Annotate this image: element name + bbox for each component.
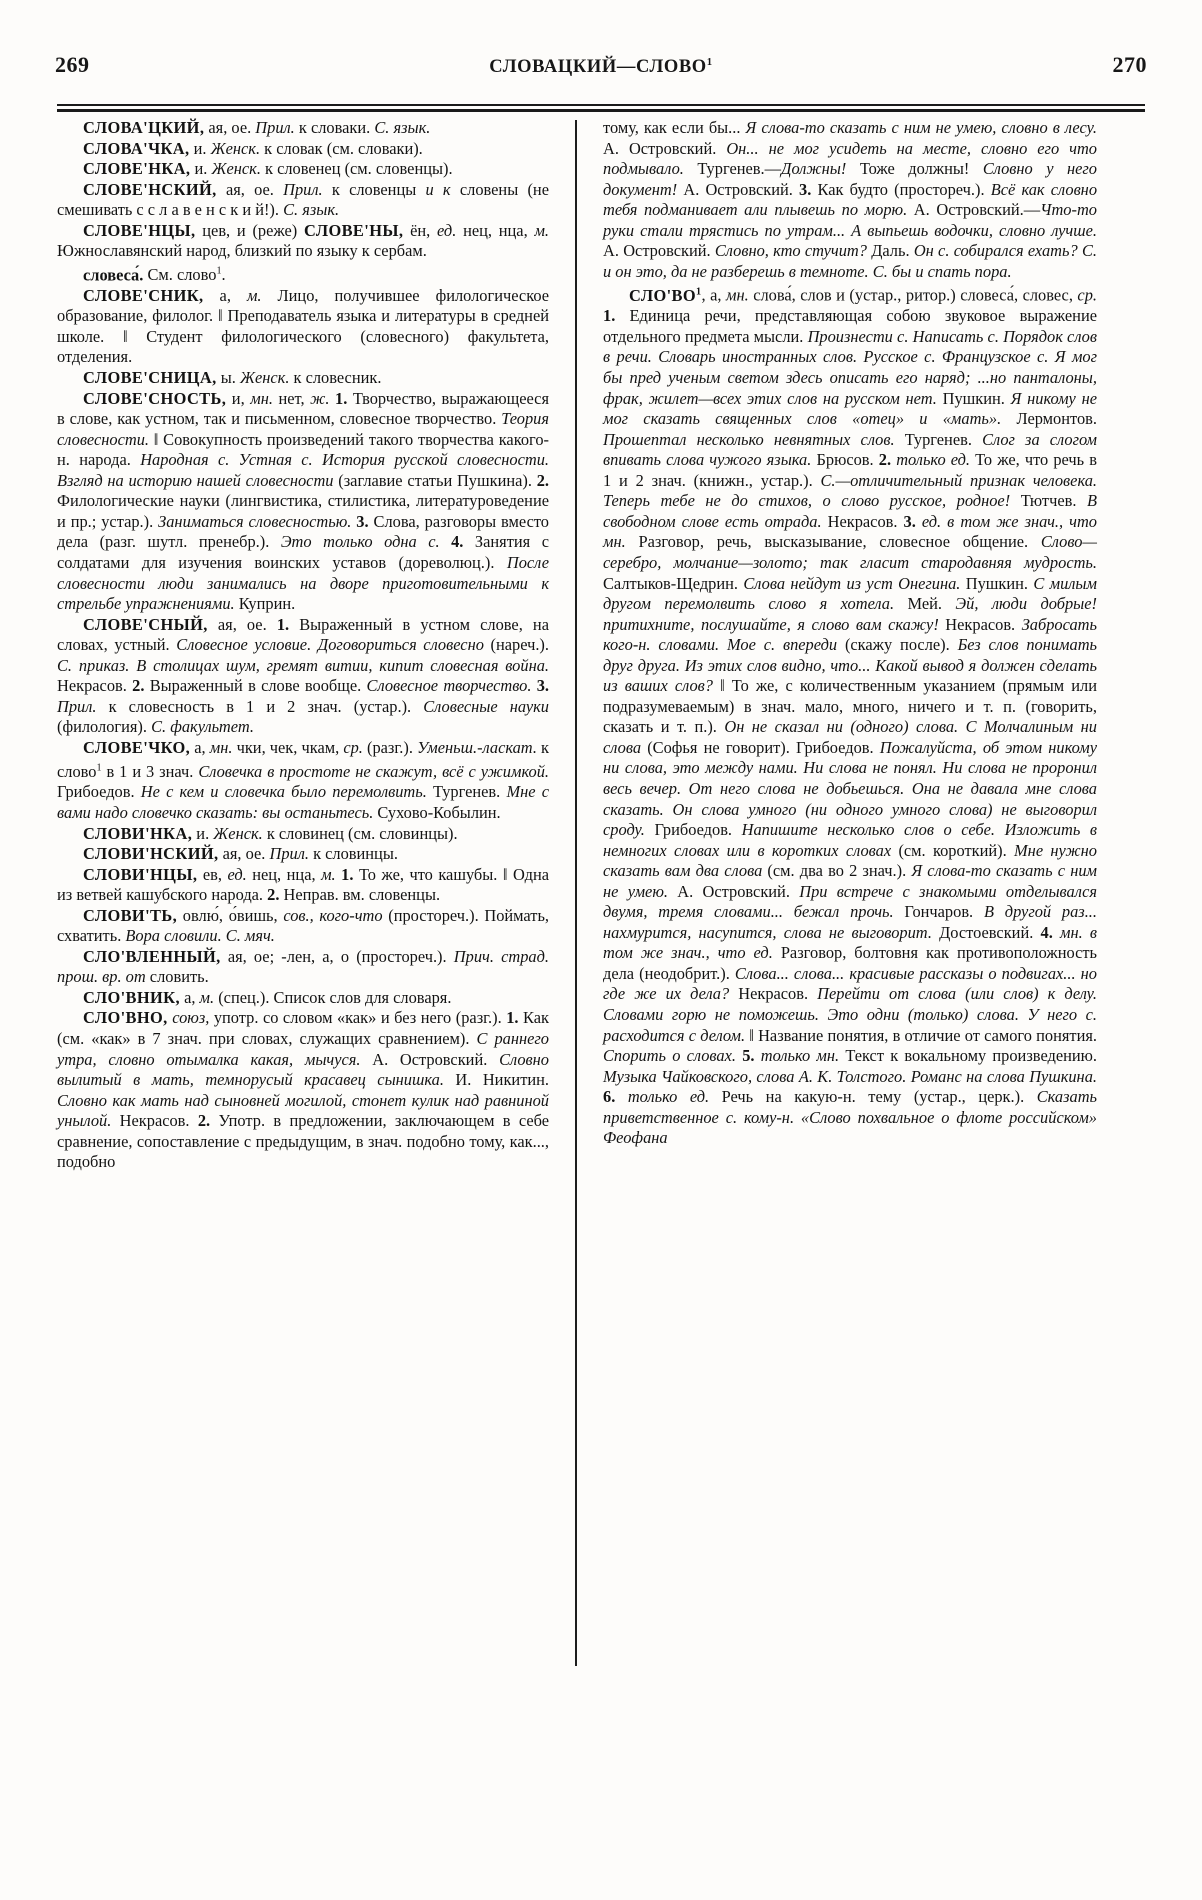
- column-right: [577, 118, 1097, 1818]
- entry-body: и. Женск. к словенец (см. словенцы).: [190, 159, 453, 179]
- entry-headword: СЛО'ВЛЕННЫЙ,: [83, 946, 221, 966]
- dictionary-entry: [57, 368, 549, 389]
- entry-headword: СЛОВИ'ТЬ,: [83, 905, 178, 925]
- entry-body: а, м. Лицо, получившее филологическое образование, филолог. ‖ Преподаватель языка и литературы в средней школе. ‖ Студент филологического (словесного) факультета, отделения.: [57, 285, 549, 367]
- entry-body: ев, ед. нец, нца, м. 1. То же, что кашубы. ‖ Одна из ветвей кашубского народа. 2. Неправ. вм. словенцы.: [57, 864, 550, 905]
- dictionary-entry: [57, 947, 549, 988]
- dictionary-entry: [57, 844, 549, 865]
- entry-body: союз, употр. со словом «как» и без него (разг.). 1. Как (см. «как» в 7 знач. при словах, служащих сравнением). С раннего утра, словно отымалка какая, мычуся. А. Островский. Словно вылитый в мать, темнорусый красавец сынишка. И. Никитин. Словно как мать над сыновней могилой, стонет кулик над равниной унылой. Некрасов. 2. Употр. в предложении, заключающем в себе сравнение, сопоставление с предыдущим, в знач. подобно тому, как..., подобно: [57, 1008, 549, 1172]
- entry-headword: $СЛО'ВО^1$: [629, 285, 702, 305]
- page-columns: [57, 118, 1145, 1818]
- entry-body: и. Женск. к словак (см. словаки).: [189, 138, 423, 158]
- header-rule: [57, 104, 1145, 112]
- entry-headword: СЛОВЕ'СНОСТЬ,: [83, 388, 227, 408]
- entry-body: а, мн. чки, чек, чкам, ср. (разг.). Уменьш.-ласкат. к слово$^1$ в 1 и 3 знач. Словечка в простоте не скажут, всё с ужимкой. Грибоедов. Не с кем и словечка было перемолвить. Тургенев. Мне с вами надо словечко сказать: вы останьтесь. Сухово-Кобылин.: [57, 737, 550, 822]
- entry-body: , а, мн. слова́, слов и (устар., ритор.) словеса́, словес, ср. 1. Единица речи, представляющая собою звуковое выражение отдельного предмета мысли. Произнести с. Написать с. Порядок слов в речи. Словарь иностранных слов. Русское с. Французское с. Я мог бы пред ученым светом здесь описать его наряд; ...но панталоны, фрак, жилет—всех этих слов на русском нет. Пушкин. Я никому не мог сказать священных слов «отец» и «мать». Лермонтов. Прошептал несколько невнятных слов. Тургенев. Слог за слогом впивать слова чужого языка. Брюсов. 2. только ед. То же, что речь в 1 и 2 знач. (книжн., устар.). С.—отличительный признак человека. Теперь тебе не до стихов, о слово русское, родное! Тютчев. В свободном слове есть отрада. Некрасов. 3. ед. в том же знач., что мн. Разговор, речь, высказывание, словесное общение. Слово—серебро, молчание—золото; так гласит стародавняя мудрость. Салтыков-Щедрин. Слова нейдут из уст Онегина. Пушкин. С милым другом перемолвить слово я хотела. Мей. Эй, люди добрые! притихните, послушайте, я слово вам скажу! Некрасов. Забросать кого-н. словами. Мое с. впереди (скажу после). Без слов понимать друг друга. Из этих слов видно, что... Какой вывод я должен сделать из ваших слов? ‖ То же, с количественным указанием (прямым или подразумеваемым) в знач. мало, много, ничего и т. п. (говорить, сказать и т. п.). Он не сказал ни (одного) слова. С Молчалиным ни слова (Софья не говорит). Грибоедов. Пожалуйста, об этом никому ни слова, это между нами. Ни слова не понял. Ни слова не проронил весь вечер. От него слова не добьешься. Она не давала мне слова сказать. Он слова умного (ни одного умного слова) не выговорил сроду. Грибоедов. Напишите несколько слов о себе. Изложить в немногих словах или в коротких словах (см. короткий). Мне нужно сказать вам два слова (см. два во 2 знач.). Я слова-то сказать с ним не умею. А. Островский. При встрече с знакомыми отделывался двумя, тремя словами... бежал прочь. Гончаров. В другой раз... нахмурится, насупится, слова не выговорит. Достоевский. 4. мн. в том же знач., что ед. Разговор, болтовня как противоположность дела (неодобрит.). Слова... слова... красивые рассказы о подвигах... но где же их дела? Некрасов. Перейти от слова (или слов) к делу. Словами горю не поможешь. Это одни (только) слова. У него с. расходится с делом. ‖ Название понятия, в отличие от самого понятия. Спорить о словах. 5. только мн. Текст к вокальному произведению. Музыка Чайковского, слова А. К. Толстого. Романс на слова Пушкина. 6. только ед. Речь на какую-н. тему (устар., церк.). Сказать приветственное с. кому-н. «Слово похвальное о флоте российском» Феофана: [603, 285, 1098, 1148]
- entry-body: а, м. (спец.). Список слов для словаря.: [179, 987, 452, 1007]
- dictionary-entry: [57, 824, 549, 845]
- dictionary-entry: [57, 1008, 549, 1172]
- dictionary-entry: [57, 159, 549, 180]
- entry-headword: СЛОВЕ'СНИЦА,: [83, 368, 217, 388]
- folio-left: 269: [55, 52, 90, 77]
- entry-headword: СЛОВЕ'СНИК,: [83, 285, 204, 305]
- entry-body: ы. Женск. к словесник.: [216, 368, 382, 388]
- entry-body: овлю́, ‎о́вишь, сов., кого-что (простореч.). Поймать, схватить. Вора словили. С. мяч.: [57, 905, 550, 946]
- entry-headword: СЛОВА'ЧКА,: [83, 138, 190, 158]
- entry-headword: СЛО'ВНИК,: [83, 987, 180, 1007]
- dictionary-entry: [57, 738, 549, 824]
- dictionary-entry: [57, 221, 549, 262]
- running-head-title: [489, 56, 712, 78]
- dictionary-entry: [57, 988, 549, 1009]
- entry-headword: СЛОВЕ'НКА,: [83, 159, 191, 179]
- entry-headword: СЛОВИ'НСКИЙ,: [83, 844, 219, 864]
- entry-body: ая, ое. 1. Выраженный в устном слове, на словах, устный. Словесное условие. Договориться словесно (нареч.). С. приказ. В столицах шум, гремят витии, кипит словесная война. Некрасов. 2. Выраженный в слове вообще. Словесное творчество. 3. Прил. к словесность в 1 и 2 знач. (устар.). Словесные науки (филология). С. факультет.: [57, 614, 549, 737]
- dictionary-entry: [57, 262, 549, 286]
- entry-headword: СЛОВЕ'СНЫЙ,: [83, 614, 208, 634]
- entry-body: ая, ое. Прил. к словаки. С. язык.: [204, 118, 431, 137]
- folio-right: 270: [1112, 52, 1147, 77]
- dictionary-entry: [57, 180, 549, 221]
- running-head-text: СЛОВАЦКИЙ—СЛОВО: [489, 57, 707, 77]
- entry-headword: словеса́.: [83, 265, 144, 285]
- dictionary-entry: [603, 118, 1097, 282]
- entry-body: цев, и (реже) СЛОВЕ'НЫ, ён, ед. нец, нца, м. Южнославянский народ, близкий по языку к сербам.: [57, 220, 550, 261]
- dictionary-entry: [57, 139, 549, 160]
- dictionary-entry: [603, 282, 1097, 1148]
- running-head: [55, 52, 1147, 78]
- dictionary-entry: [57, 286, 549, 368]
- entry-headword: СЛОВИ'НЦЫ,: [83, 864, 198, 884]
- dictionary-entry: [57, 615, 549, 738]
- dictionary-entry: [57, 118, 549, 139]
- dictionary-entry: [57, 906, 549, 947]
- entry-body: и, мн. нет, ж. 1. Творчество, выражающееся в слове, как устном, так и письменном, словесное творчество. Теория словесности. ‖ Совокупность произведений такого творчества какого-н. народа. Народная с. Устная с. История русской словесности. Взгляд на историю нашей словесности (заглавие статьи Пушкина). 2. Филологические науки (лингвистика, стилистика, литературоведение и пр.; устар.). Заниматься словесностью. 3. Слова, разговоры вместо дела (разг. шутл. пренебр.). Это только одна с. 4. Занятия с солдатами для изучения воинских уставов (дореволюц.). После словесности люди занимались на дворе приготовительными к стрельбе упражнениями. Куприн.: [57, 388, 549, 614]
- entry-headword: СЛО'ВНО,: [83, 1008, 168, 1028]
- entry-body: ая, ое. Прил. к словинцы.: [218, 844, 398, 864]
- entry-body: ая, ое; -лен, а, о (простореч.). Прич. страд. прош. вр. от словить.: [57, 946, 549, 987]
- entry-body: и. Женск. к словинец (см. словинцы).: [192, 823, 458, 843]
- entry-body: См. слово$^1$.: [143, 265, 226, 285]
- dictionary-entry: [57, 389, 549, 615]
- entry-headword: СЛОВЕ'ЧКО,: [83, 737, 191, 757]
- entry-body: тому, как если бы... Я слова-то сказать с ним не умею, словно в лесу. А. Островский. Он... не мог усидеть на месте, словно его что подмывало. Тургенев.—Должны! Тоже должны! Словно у него документ! А. Островский. 3. Как будто (простореч.). Всё как словно тебя подманивает али плывешь по морю. А. Островский.—Что-то руки стали трястись по утрам... А выпьешь водочки, словно лучше. А. Островский. Словно, кто стучит? Даль. Он с. собирался ехать? С. и он это, да не разберешь в темноте. С. бы и спать пора.: [603, 118, 1098, 281]
- entry-body: ая, ое. Прил. к словенцы и к словены (не смешивать с с л а в е н с к и й!). С. язык.: [57, 179, 549, 220]
- dictionary-entry: [57, 865, 549, 906]
- entry-headword-superscript: 1: [696, 286, 702, 298]
- running-head-superscript: 1: [706, 55, 713, 68]
- column-left: [57, 118, 575, 1818]
- entry-headword: СЛОВЕ'НЦЫ,: [83, 220, 196, 240]
- rule-thick-bottom: [57, 109, 1145, 112]
- entry-headword: СЛОВИ'НКА,: [83, 823, 193, 843]
- entry-headword: СЛОВА'ЦКИЙ,: [83, 118, 205, 137]
- entry-headword: СЛОВЕ'НСКИЙ,: [83, 179, 217, 199]
